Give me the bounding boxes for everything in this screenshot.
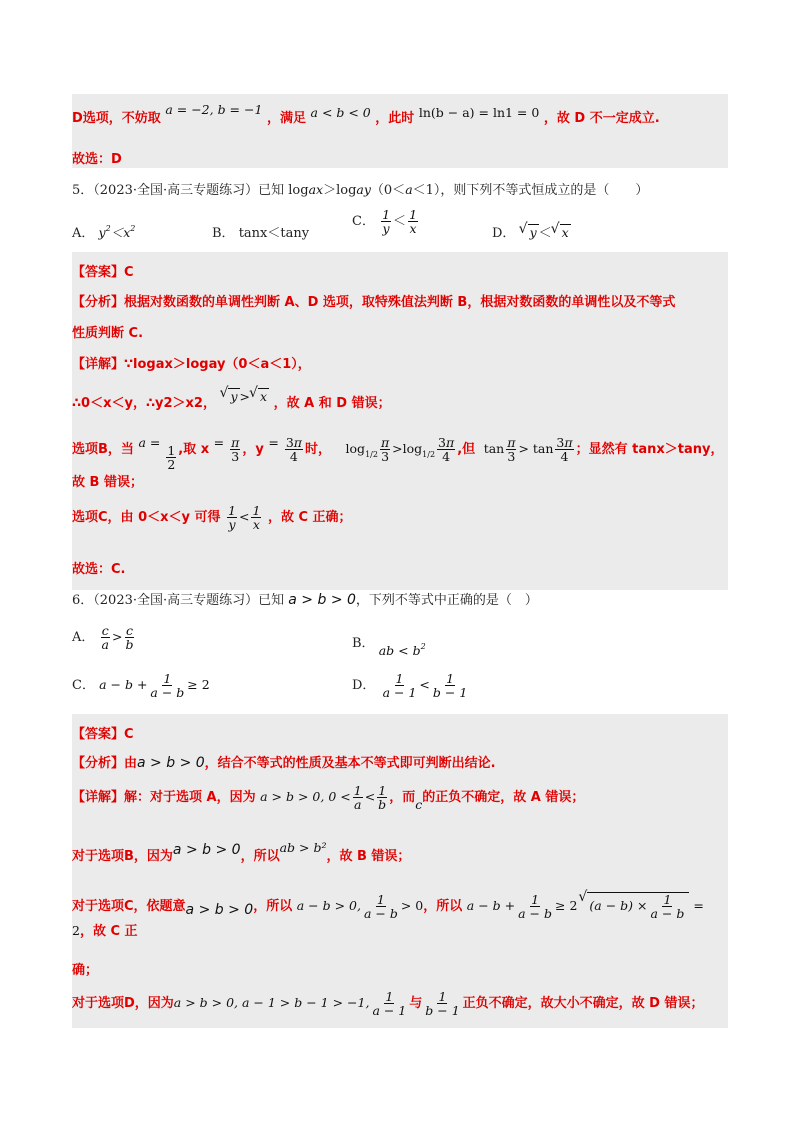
question-6-option-b: B． ab < $b^2$ [352,636,426,658]
question-6-stem: 6．（2023·全国·高三专题练习）已知 a > b > 0，下列不等式中正确的是（ ） [72,592,538,608]
question-5-option-d: D． √ y ＜√ x [492,222,571,241]
q6-answer: 【答案】C [72,727,134,742]
q5-analysis-line1: 【分析】根据对数函数的单调性判断 A、D 选项，取特殊值法判断 B，根据对数函数的单调性以及不等式 [72,295,676,310]
q5-final: 故选：C. [72,562,126,577]
answer-choice-d: 故选：D [72,152,122,167]
question-5-option-b: B． tanx＜tany [212,226,310,241]
q5-detail-line1: 【详解】∵logax＞logay（0＜a＜1）， [72,357,311,372]
q6-detail-d: 对于选项D，因为a > b > 0, a − 1 > b − 1 > −1, $\frac{1}{a - 1}$ 与 $\frac{1}{b - 1}$ 正负不确定，故大小不确定，故 D 错误； [72,989,704,1019]
q5-detail-line2: ∴0＜x＜y，∴y2＞x2， √ y >√ x ，故 A 和 D 错误； [72,388,391,411]
question-6-option-d: D． $\frac{1}{a - 1}$ < $\frac{1}{b - 1}$ [352,671,468,701]
question-5-stem: 5．（2023·全国·高三专题练习）已知 logax＞logay（0＜a＜1），则下列不等式恒成立的是（ ） [72,182,649,198]
q6-detail-c-cont: 确； [72,963,99,978]
question-5-option-a: A． $y^2<x^2$ [72,224,136,241]
question-6-solution-block [72,714,728,1028]
question-6-option-a: A． $\frac{c}{a}$ > $\frac{c}{b}$ [72,623,134,653]
q5-answer: 【答案】C [72,265,134,280]
question-5-solution-block [72,252,728,590]
previous-solution-block [72,94,728,168]
q6-detail-b: 对于选项B，因为a > b > 0，所以ab > b²，故 B 错误； [72,840,411,864]
question-5-option-c: C． $\frac{1}{y}$ ＜ $\frac{1}{x}$ [352,207,418,237]
q6-analysis: 【分析】由a > b > 0，结合不等式的性质及基本不等式即可判断出结论. [72,755,496,771]
q5-detail-line4: 选项C，由 0＜x＜y 可得 $\frac{1}{y}$ < $\frac{1}{x}$ ，故 C 正确； [72,503,352,533]
q5-analysis-line2: 性质判断 C. [72,326,144,341]
option-d-analysis-line: D选项，不妨取 a = −2, b = −1 ，满足 a < b < 0 ，此时 ln(b − a) = ln1 = 0 ，故 D 不一定成立. [72,102,660,126]
question-6-option-c: C． a − b + $\frac{1}{a - b}$ ≥ 2 [72,671,210,701]
q6-detail-c: 对于选项C，依题意a > b > 0，所以 a − b > 0, $\frac{1}{a - b}$ > 0，所以 a − b + $\frac{1}{a - b}$ ≥ 2√ (a − b) × $\frac{1}{a - b}$ = 2，故 C 正 [72,892,728,939]
q6-detail-a: 【详解】解：对于选项 A，因为 a > b > 0, 0 < $\frac{1}{a}$ < $\frac{1}{b}$ ，而c的正负不确定，故 A 错误； [72,783,585,813]
q5-detail-line3: 选项B，当 a = $\frac{1}{2}$ ,取 x = $\frac{\pi}{3}$ ，y = $\frac{3\pi}{4}$ 时， $\log_{1/2}$ $\frac{\pi}{3}$ $>\log_{1/2}$ $\frac{3\pi}{4}$ ,但 tan $\frac{\pi}{3}$ > tan $\frac{3\pi}{4}$ ；显然有 tanx＞tany，故 B 错误； [72,434,724,491]
